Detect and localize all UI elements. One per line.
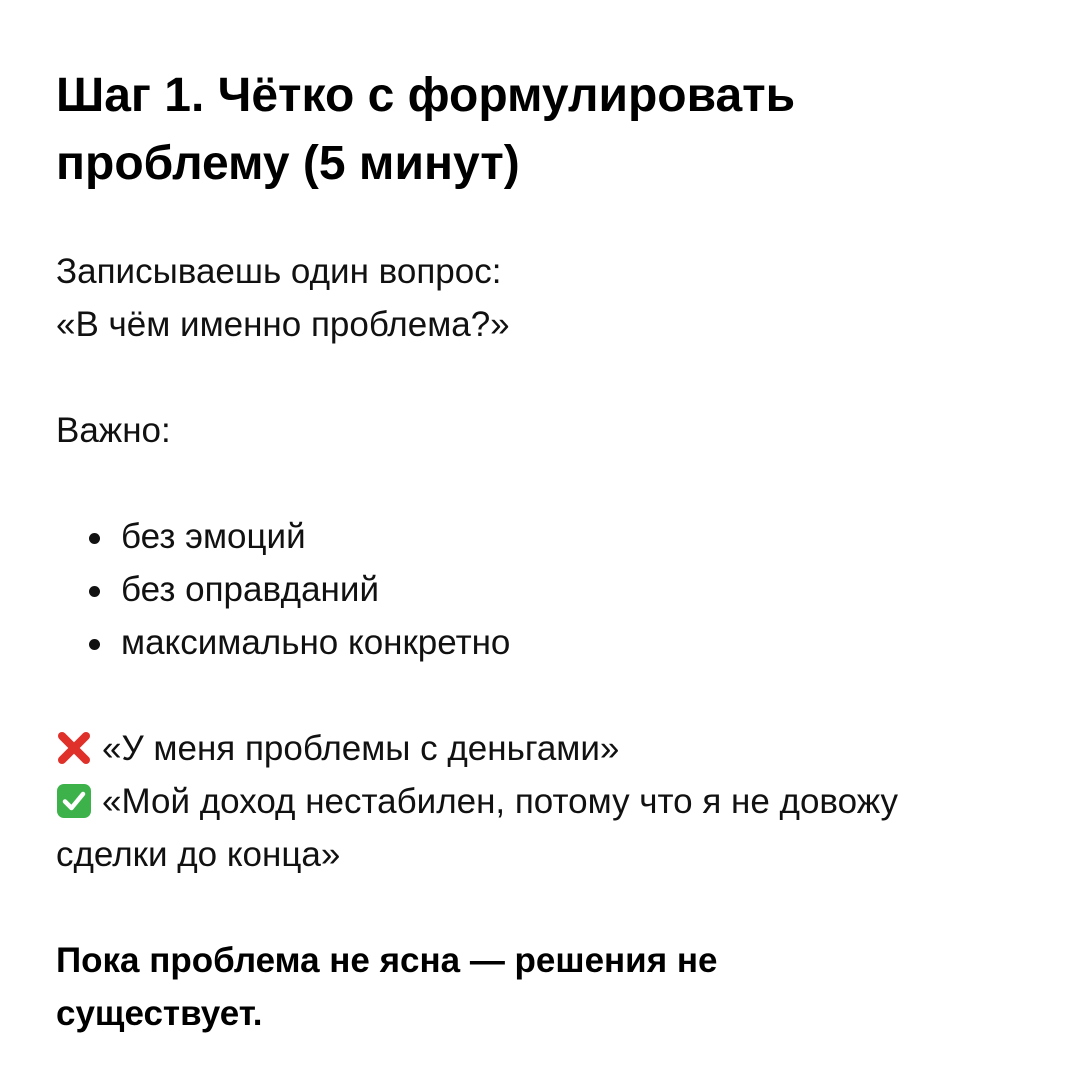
conclusion	[56, 934, 1016, 1040]
slide-content	[56, 62, 1016, 1040]
title-line-2: проблему (5 минут)	[56, 137, 520, 190]
intro-paragraph	[56, 245, 1016, 351]
check-mark-icon	[56, 783, 92, 819]
examples-block	[56, 722, 1016, 881]
conclusion-line-1: Пока проблема не ясна — решения не	[56, 941, 718, 980]
intro-question: «В чём именно проблема?»	[56, 305, 510, 344]
intro-line-1: Записываешь один вопрос:	[56, 252, 502, 291]
list-item: максимально конкретно	[56, 616, 1016, 669]
good-example	[56, 775, 1016, 828]
bad-example	[56, 722, 1016, 775]
list-item: без оправданий	[56, 563, 1016, 616]
page-title	[56, 62, 1016, 198]
good-example-text-line-2: сделки до конца»	[56, 835, 341, 874]
requirements-list	[56, 510, 1016, 669]
list-item: без эмоций	[56, 510, 1016, 563]
bad-example-text: «У меня проблемы с деньгами»	[102, 729, 620, 768]
title-line-1: Шаг 1. Чётко с формулировать	[56, 69, 796, 122]
conclusion-line-2: существует.	[56, 994, 263, 1033]
important-label: Важно:	[56, 411, 171, 450]
good-example-text-line-1: «Мой доход нестабилен, потому что я не довожу	[102, 782, 899, 821]
cross-mark-icon	[56, 730, 92, 766]
